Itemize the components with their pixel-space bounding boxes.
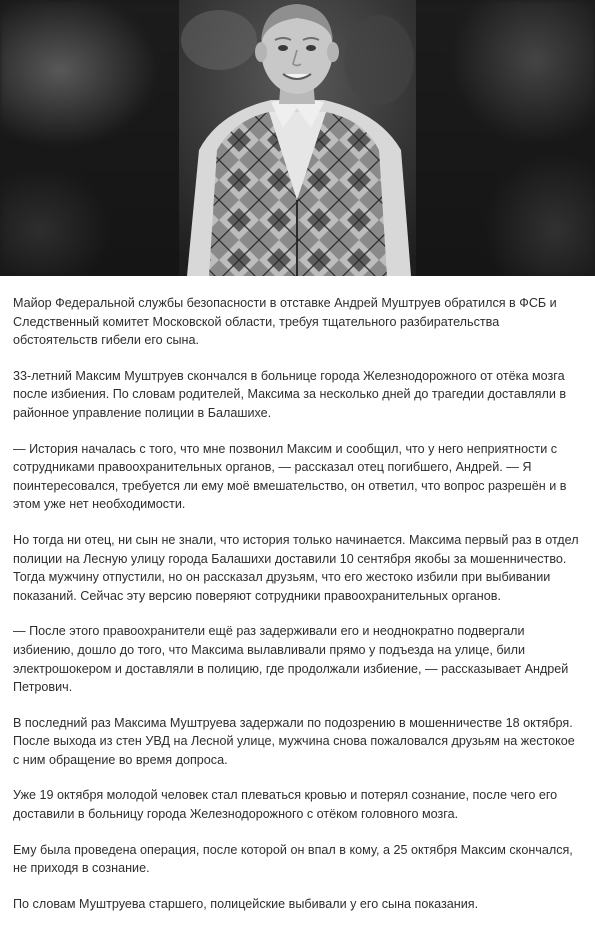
portrait-illustration <box>179 0 416 276</box>
portrait-photo <box>179 0 416 276</box>
paragraph: Но тогда ни отец, ни сын не знали, что история только начинается. Максима первый раз в отдел полиции на Лесную улицу города Балашихи доставили 10 сентября якобы за мошенничество. Тогда мужчину отпустили, но он рассказал друзьям, что его жестоко избили при выбивании показаний. Сейчас эту версию поверяют сотрудники правоохранительных органов. <box>13 532 579 603</box>
paragraph: Майор Федеральной службы безопасности в отставке Андрей Муштруев обратился в ФСБ и Следственный комитет Московской области, требуя тщательного разбирательства обстоятельств гибели его сына. <box>13 296 557 348</box>
paragraph: — После этого правоохранители ещё раз задерживали его и неоднократно подвергали избиению, дошло до того, что Максима вылавливали прямо у подъезда на улице, били электрошокером и доставляли в полицию, где продолжали избиение, — рассказывает Андрей Петрович. <box>13 624 569 695</box>
paragraph: Уже 19 октября молодой человек стал плеваться кровью и потерял сознание, после чего его доставили в больницу города Железнодорожного с отёком головного мозга. <box>13 788 558 822</box>
paragraph: В последний раз Максима Муштруева задержали по подозрению в мошенничестве 18 октября. После выхода из стен УВД на Лесной улице, мужчина снова пожаловался друзьям на жестокое с ним обращение во время допроса. <box>13 715 575 767</box>
article-body <box>0 276 595 913</box>
paragraph: Ему была проведена операция, после которой он впал в кому, а 25 октября Максим скончался, не приходя в сознание. <box>13 842 573 876</box>
paragraph: По словам Муштруева старшего, полицейские выбивали у его сына показания. <box>13 896 479 911</box>
paragraph: — История началась с того, что мне позвонил Максим и сообщил, что у него неприятности с сотрудниками правоохранительных органов, — рассказал отец погибшего, Андрей. — Я поинтересовался, требуется ли ему моё вмешательство, он ответил, что вопрос разрешён и в этом уже нет необходимости. <box>13 441 567 512</box>
paragraph: 33-летний Максим Муштруев скончался в больнице города Железнодорожного от отёка мозга после избиения. По словам родителей, Максима за несколько дней до трагедии доставляли в районное управление полиции в Балашихе. <box>13 368 567 420</box>
hero-image <box>0 0 595 276</box>
